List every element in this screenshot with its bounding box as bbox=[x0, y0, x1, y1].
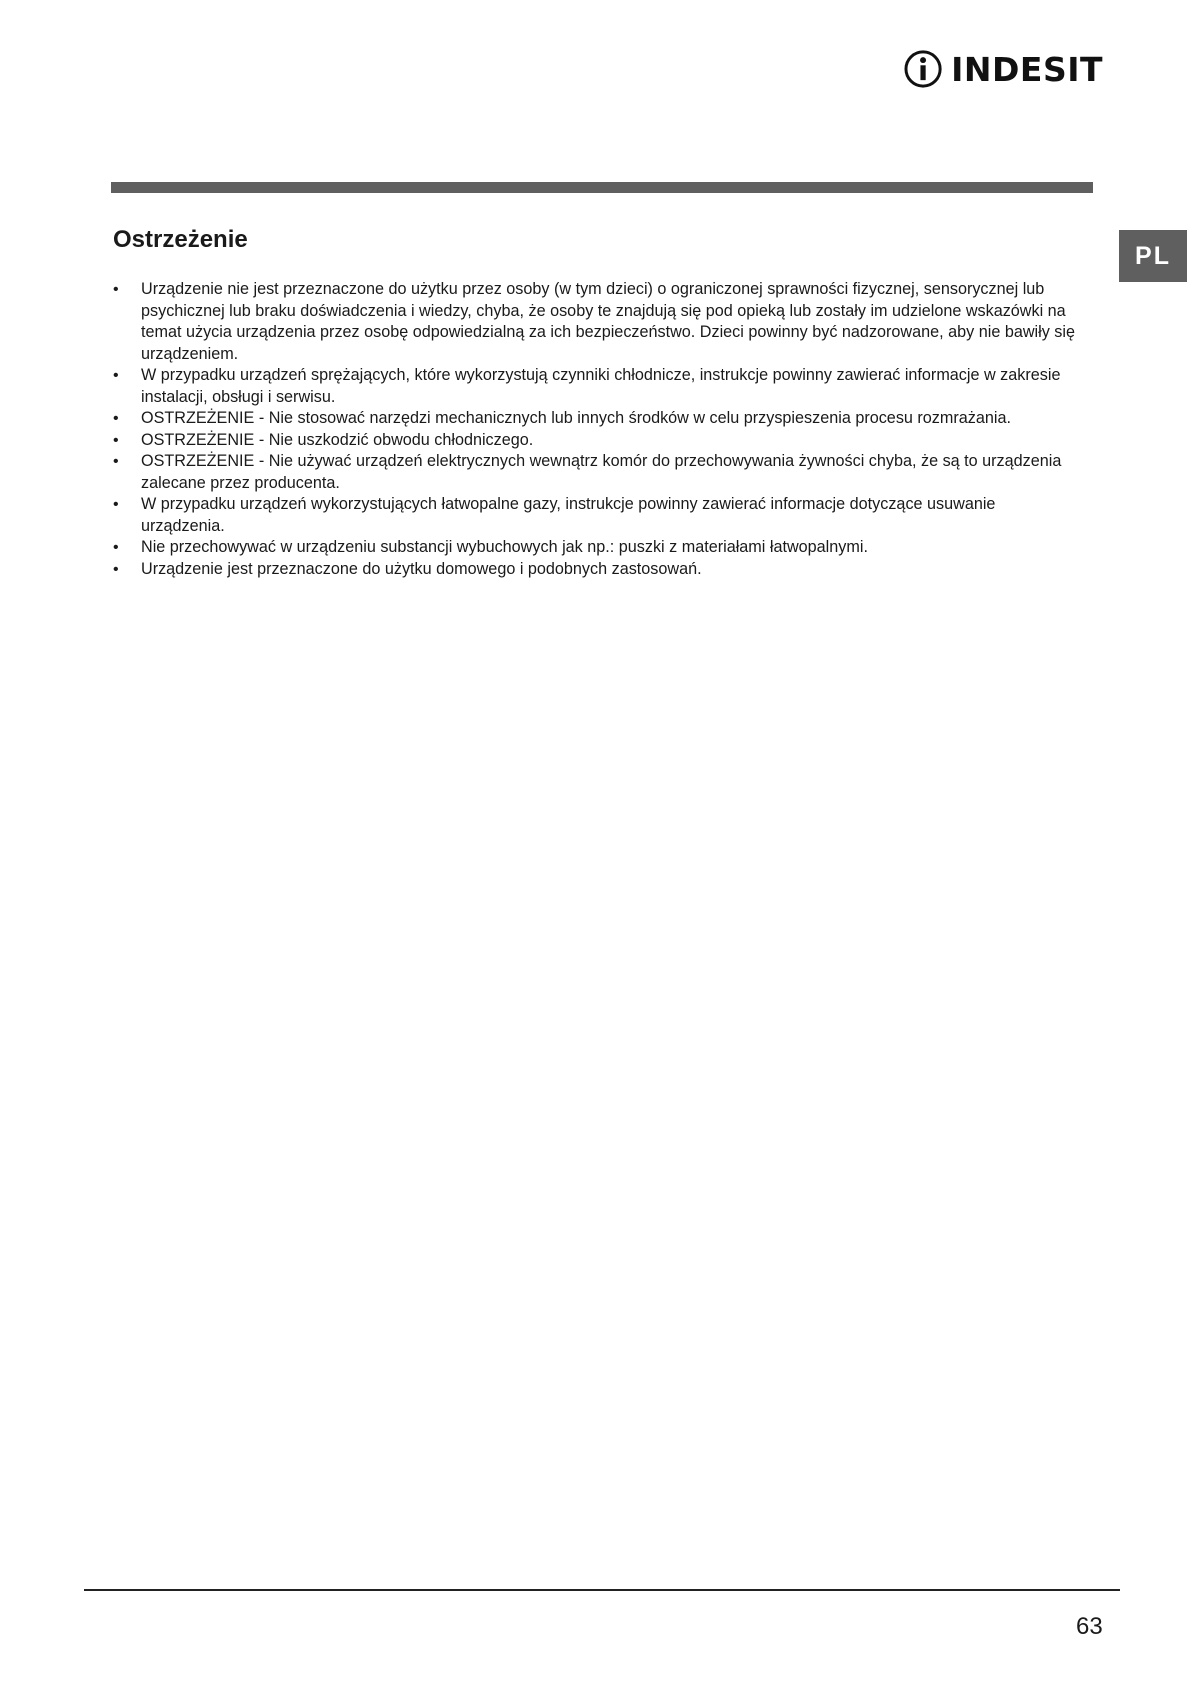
brand-logo bbox=[903, 40, 1103, 98]
brand-wordmark: INDESIT bbox=[951, 49, 1103, 89]
warning-list bbox=[113, 279, 1083, 580]
section-heading: Ostrzeżenie bbox=[113, 226, 248, 253]
list-item: • Urządzenie nie jest przeznaczone do użytku przez osoby (w tym dzieci) o ograniczonej sprawności fizycznej, sensorycznej lub psychicznej lub braku doświadczenia i wiedzy, chyba, że osoby te znajdują się pod opieką lub zostały im udzielone wskazówki na temat użycia urządzenia przez osobę odpowiedzialną za ich bezpieczeństwo. Dzieci powinny być nadzorowane, aby nie bawiły się urządzeniem. bbox=[113, 279, 1083, 365]
list-item: • OSTRZEŻENIE - Nie używać urządzeń elektrycznych wewnątrz komór do przechowywania żywności chyba, że są to urządzenia zalecane przez producenta. bbox=[113, 451, 1083, 494]
list-item: • OSTRZEŻENIE - Nie uszkodzić obwodu chłodniczego. bbox=[113, 430, 1083, 452]
list-item: • Nie przechowywać w urządzeniu substancji wybuchowych jak np.: puszki z materiałami łatwopalnymi. bbox=[113, 537, 1083, 559]
footer-divider bbox=[84, 1589, 1120, 1591]
language-tab: PL bbox=[1119, 230, 1187, 282]
page-number: 63 bbox=[1076, 1613, 1103, 1640]
list-item: • OSTRZEŻENIE - Nie stosować narzędzi mechanicznych lub innych środków w celu przyspieszenia procesu rozmrażania. bbox=[113, 408, 1083, 430]
list-item: • Urządzenie jest przeznaczone do użytku domowego i podobnych zastosowań. bbox=[113, 559, 1083, 581]
header-divider bbox=[111, 182, 1093, 193]
list-item: • W przypadku urządzeń wykorzystujących łatwopalne gazy, instrukcje powinny zawierać informacje dotyczące usuwanie urządzenia. bbox=[113, 494, 1083, 537]
info-circle-logo-icon bbox=[903, 42, 943, 96]
list-item: • W przypadku urządzeń sprężających, które wykorzystują czynniki chłodnicze, instrukcje powinny zawierać informacje w zakresie instalacji, obsługi i serwisu. bbox=[113, 365, 1083, 408]
